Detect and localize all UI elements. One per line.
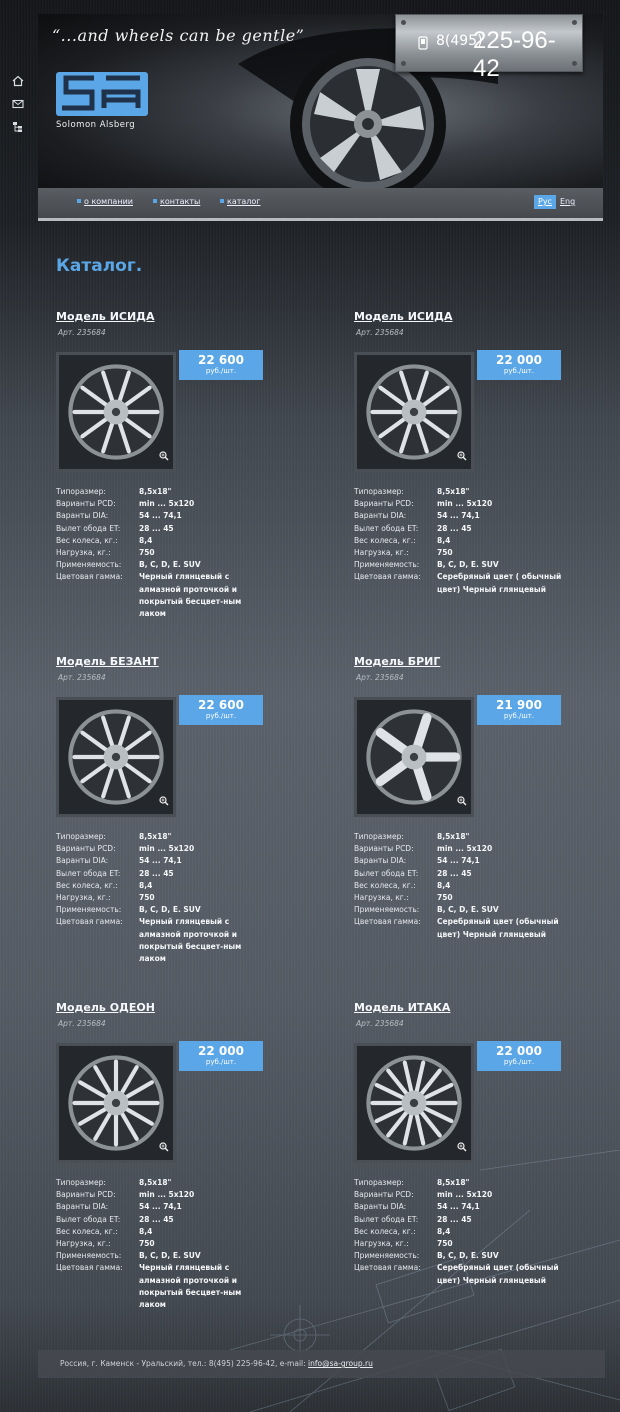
wheel-image	[59, 799, 173, 818]
spec-label: Цветовая гамма:	[354, 917, 421, 927]
spec-row-usage	[354, 1250, 614, 1262]
spec-row-et	[56, 1214, 316, 1226]
zoom-icon[interactable]	[457, 1137, 467, 1156]
spec-value: 28 ... 45	[139, 868, 174, 878]
spec-value: 28 ... 45	[437, 1214, 472, 1224]
product-article: Арт. 235684	[58, 673, 106, 682]
spec-label: Вес колеса, кг.:	[56, 880, 118, 890]
spec-row-dia	[354, 1201, 614, 1213]
spec-label: Цветовая гамма:	[354, 572, 421, 582]
product-name-link[interactable]: Модель БЕЗАНТ	[56, 655, 159, 668]
spec-row-et	[354, 868, 614, 880]
product-image[interactable]	[56, 352, 176, 472]
product-name-link[interactable]: Модель ИСИДА	[56, 310, 155, 323]
spec-label: Варанты DIA:	[354, 511, 407, 521]
spec-row-weight	[56, 880, 316, 892]
spec-value: 28 ... 45	[139, 523, 174, 533]
spec-row-et	[354, 523, 614, 535]
spec-value: B, C, D, E. SUV	[139, 905, 201, 915]
product-image[interactable]	[354, 697, 474, 817]
spec-label: Нагрузка, кг.:	[354, 1239, 409, 1249]
product-image[interactable]	[56, 697, 176, 817]
price-unit: руб./шт.	[503, 1058, 535, 1066]
product-card	[354, 655, 604, 939]
wheel-image	[357, 1145, 471, 1164]
zoom-icon[interactable]	[159, 791, 169, 810]
phone-prefix: 8(495)	[436, 33, 483, 49]
nav-item-catalog[interactable]: каталог	[227, 197, 261, 206]
spec-label: Типоразмер:	[354, 487, 404, 496]
footer	[38, 1350, 605, 1378]
spec-row-dia	[354, 855, 614, 867]
spec-row-color	[354, 916, 614, 940]
spec-row-load	[56, 892, 316, 904]
price-badge	[179, 350, 263, 380]
spec-label: Варианты PCD:	[354, 1190, 414, 1200]
spec-row-weight	[354, 880, 614, 892]
spec-table	[354, 1177, 614, 1287]
product-card	[56, 655, 306, 964]
spec-value: 54 ... 74,1	[437, 1202, 480, 1212]
spec-label: Варанты DIA:	[56, 511, 109, 521]
slogan: “...and wheels can be gentle”	[52, 26, 305, 45]
wheel-image	[357, 454, 471, 473]
spec-row-color	[56, 1262, 316, 1311]
spec-value: min ... 5x120	[437, 844, 493, 854]
spec-row-pcd	[56, 1189, 316, 1201]
spec-value: Черный глянцевый с алмазной проточкой и покрытый бесцвет-ным лаком	[139, 572, 242, 619]
price-amount: 21 900	[496, 698, 542, 712]
spec-value: 8,5x18"	[139, 832, 172, 841]
spec-row-pcd	[354, 1189, 614, 1201]
price-amount: 22 000	[496, 353, 542, 367]
spec-row-size	[354, 831, 614, 843]
wheel-image	[59, 454, 173, 473]
spec-label: Нагрузка, кг.:	[354, 548, 409, 558]
zoom-icon[interactable]	[159, 1137, 169, 1156]
spec-label: Вес колеса, кг.:	[354, 535, 416, 545]
spec-label: Цветовая гамма:	[56, 917, 123, 927]
spec-label: Нагрузка, кг.:	[56, 893, 111, 903]
spec-label: Применяемость:	[56, 560, 122, 570]
spec-value: 8,4	[437, 1226, 451, 1236]
price-unit: руб./шт.	[205, 367, 237, 375]
spec-row-color	[354, 1262, 614, 1286]
price-badge	[477, 350, 561, 380]
spec-row-size	[56, 831, 316, 843]
spec-label: Применяемость:	[56, 905, 122, 915]
spec-label: Вес колеса, кг.:	[56, 535, 118, 545]
product-card	[56, 1001, 306, 1310]
product-name-link[interactable]: Модель ИСИДА	[354, 310, 453, 323]
spec-value: min ... 5x120	[139, 844, 195, 854]
spec-row-dia	[56, 1201, 316, 1213]
spec-row-color	[56, 571, 316, 620]
spec-label: Варианты PCD:	[56, 844, 116, 854]
spec-value: 750	[437, 893, 453, 903]
spec-row-et	[56, 868, 316, 880]
spec-value: min ... 5x120	[139, 1190, 195, 1200]
spec-value: 8,5x18"	[437, 1178, 470, 1187]
main-nav	[38, 188, 603, 221]
spec-value: B, C, D, E. SUV	[139, 560, 201, 570]
spec-row-dia	[56, 510, 316, 522]
spec-value: min ... 5x120	[437, 499, 493, 509]
spec-label: Типоразмер:	[56, 487, 106, 496]
spec-value: 8,4	[139, 535, 153, 545]
footer-email-link[interactable]: info@sa-group.ru	[308, 1359, 373, 1368]
spec-label: Применяемость:	[354, 1251, 420, 1261]
spec-value: 28 ... 45	[437, 523, 472, 533]
price-amount: 22 000	[496, 1044, 542, 1058]
spec-label: Вес колеса, кг.:	[354, 880, 416, 890]
spec-value: B, C, D, E. SUV	[437, 905, 499, 915]
product-article: Арт. 235684	[356, 1019, 404, 1028]
spec-row-color	[56, 916, 316, 965]
product-name-link[interactable]: Модель БРИГ	[354, 655, 441, 668]
spec-label: Цветовая гамма:	[354, 1263, 421, 1273]
spec-row-et	[56, 523, 316, 535]
spec-label: Типоразмер:	[354, 1178, 404, 1187]
spec-value: 8,4	[437, 880, 451, 890]
product-name-link[interactable]: Модель ОДЕОН	[56, 1001, 155, 1014]
spec-label: Варанты DIA:	[56, 856, 109, 866]
spec-value: Серебряный цвет (обычный цвет) Черный глянцевый	[437, 917, 559, 939]
spec-value: 750	[139, 893, 155, 903]
spec-row-color	[354, 571, 614, 595]
spec-row-pcd	[56, 498, 316, 510]
logo-mark	[56, 72, 148, 116]
spec-row-load	[56, 1238, 316, 1250]
price-unit: руб./шт.	[503, 712, 535, 720]
spec-label: Вылет обода ET:	[56, 523, 121, 533]
wheel-image	[357, 799, 471, 818]
spec-row-usage	[354, 904, 614, 916]
spec-value: 750	[437, 1239, 453, 1249]
spec-row-weight	[354, 535, 614, 547]
spec-label: Применяемость:	[56, 1251, 122, 1261]
spec-row-usage	[56, 904, 316, 916]
price-badge	[179, 695, 263, 725]
spec-label: Вылет обода ET:	[56, 1214, 121, 1224]
spec-table	[354, 831, 614, 941]
spec-value: 28 ... 45	[139, 1214, 174, 1224]
price-unit: руб./шт.	[205, 712, 237, 720]
spec-value: Серебряный цвет ( обычный цвет) Черный глянцевый	[437, 572, 562, 594]
spec-label: Вес колеса, кг.:	[56, 1226, 118, 1236]
spec-label: Типоразмер:	[56, 1178, 106, 1187]
spec-row-size	[56, 486, 316, 498]
spec-row-pcd	[354, 843, 614, 855]
home-icon[interactable]	[12, 72, 24, 84]
spec-label: Вес колеса, кг.:	[354, 1226, 416, 1236]
spec-row-usage	[56, 1250, 316, 1262]
product-article: Арт. 235684	[356, 673, 404, 682]
lang-ru-button[interactable]: Рус	[534, 195, 556, 209]
spec-label: Нагрузка, кг.:	[56, 1239, 111, 1249]
mail-icon[interactable]	[12, 95, 24, 107]
spec-label: Цветовая гамма:	[56, 1263, 123, 1273]
spec-value: 8,5x18"	[139, 487, 172, 496]
spec-value: 8,5x18"	[139, 1178, 172, 1187]
spec-value: 8,4	[139, 1226, 153, 1236]
spec-value: min ... 5x120	[139, 499, 195, 509]
spec-label: Вылет обода ET:	[354, 1214, 419, 1224]
spec-value: B, C, D, E. SUV	[437, 1251, 499, 1261]
spec-label: Применяемость:	[354, 905, 420, 915]
price-unit: руб./шт.	[503, 367, 535, 375]
spec-value: 750	[437, 548, 453, 558]
nav-item-about[interactable]: о компании	[84, 197, 133, 206]
page-title: Каталог.	[56, 256, 143, 276]
price-badge	[477, 695, 561, 725]
product-name-link[interactable]: Модель ИТАКА	[354, 1001, 451, 1014]
spec-label: Применяемость:	[354, 560, 420, 570]
product-article: Арт. 235684	[58, 1019, 106, 1028]
spec-value: Черный глянцевый с алмазной проточкой и покрытый бесцвет-ным лаком	[139, 1263, 242, 1310]
spec-value: min ... 5x120	[437, 1190, 493, 1200]
spec-value: 750	[139, 1239, 155, 1249]
spec-row-pcd	[354, 498, 614, 510]
phone-plate	[395, 14, 583, 82]
spec-row-weight	[56, 535, 316, 547]
spec-value: 8,5x18"	[437, 487, 470, 496]
spec-table	[56, 1177, 316, 1311]
logo-text: Solomon Alsberg	[56, 120, 136, 130]
wheel-image	[59, 1145, 173, 1164]
spec-label: Варанты DIA:	[354, 1202, 407, 1212]
spec-value: 54 ... 74,1	[139, 1202, 182, 1212]
spec-value: 750	[139, 548, 155, 558]
spec-value: 28 ... 45	[437, 868, 472, 878]
spec-label: Варианты PCD:	[56, 499, 116, 509]
spec-table	[56, 831, 316, 965]
spec-table	[56, 486, 316, 620]
spec-label: Вылет обода ET:	[354, 868, 419, 878]
spec-row-usage	[354, 559, 614, 571]
spec-value: 54 ... 74,1	[437, 856, 480, 866]
price-unit: руб./шт.	[205, 1058, 237, 1066]
spec-label: Типоразмер:	[56, 832, 106, 841]
sitemap-icon[interactable]	[12, 118, 24, 130]
product-card	[56, 310, 306, 619]
spec-value: B, C, D, E. SUV	[139, 1251, 201, 1261]
spec-label: Вылет обода ET:	[354, 523, 419, 533]
spec-table	[354, 486, 614, 596]
nav-item-contacts[interactable]: контакты	[160, 197, 201, 206]
spec-label: Варианты PCD:	[56, 1190, 116, 1200]
price-amount: 22 000	[198, 1044, 244, 1058]
product-card	[354, 1001, 604, 1285]
spec-label: Нагрузка, кг.:	[354, 893, 409, 903]
logo[interactable]	[56, 72, 148, 130]
product-article: Арт. 235684	[58, 328, 106, 337]
spec-row-dia	[354, 510, 614, 522]
header-banner	[38, 14, 603, 188]
spec-row-load	[56, 547, 316, 559]
product-article: Арт. 235684	[356, 328, 404, 337]
spec-value: 8,4	[437, 535, 451, 545]
spec-value: 54 ... 74,1	[437, 511, 480, 521]
price-amount: 22 600	[198, 698, 244, 712]
spec-label: Вылет обода ET:	[56, 868, 121, 878]
footer-address: Россия, г. Каменск - Уральский, тел.: 8(495) 225-96-42, e-mail:	[60, 1359, 309, 1368]
spec-row-et	[354, 1214, 614, 1226]
spec-value: Черный глянцевый с алмазной проточкой и покрытый бесцвет-ным лаком	[139, 917, 242, 964]
spec-row-load	[354, 892, 614, 904]
zoom-icon[interactable]	[457, 446, 467, 465]
spec-row-load	[354, 1238, 614, 1250]
spec-value: 54 ... 74,1	[139, 856, 182, 866]
product-image[interactable]	[354, 1043, 474, 1163]
spec-label: Цветовая гамма:	[56, 572, 123, 582]
side-icons	[12, 72, 26, 141]
spec-row-pcd	[56, 843, 316, 855]
spec-value: 8,4	[139, 880, 153, 890]
spec-row-weight	[354, 1226, 614, 1238]
spec-value: Серебряный цвет (обычный цвет) Черный глянцевый	[437, 1263, 559, 1285]
phone-icon	[418, 35, 428, 54]
spec-value: B, C, D, E. SUV	[437, 560, 499, 570]
spec-row-usage	[56, 559, 316, 571]
spec-label: Нагрузка, кг.:	[56, 548, 111, 558]
spec-row-dia	[56, 855, 316, 867]
zoom-icon[interactable]	[457, 791, 467, 810]
spec-row-load	[354, 547, 614, 559]
phone-number: 225-96-42	[473, 27, 556, 82]
product-card	[354, 310, 604, 594]
price-badge	[179, 1041, 263, 1071]
spec-label: Типоразмер:	[354, 832, 404, 841]
spec-label: Варианты PCD:	[354, 844, 414, 854]
lang-en-button[interactable]: Eng	[560, 197, 576, 206]
spec-row-size	[354, 1177, 614, 1189]
spec-label: Варанты DIA:	[56, 1202, 109, 1212]
spec-value: 8,5x18"	[437, 832, 470, 841]
spec-row-weight	[56, 1226, 316, 1238]
price-badge	[477, 1041, 561, 1071]
spec-label: Варианты PCD:	[354, 499, 414, 509]
spec-value: 54 ... 74,1	[139, 511, 182, 521]
product-image[interactable]	[354, 352, 474, 472]
spec-label: Варанты DIA:	[354, 856, 407, 866]
spec-row-size	[354, 486, 614, 498]
price-amount: 22 600	[198, 353, 244, 367]
spec-row-size	[56, 1177, 316, 1189]
zoom-icon[interactable]	[159, 446, 169, 465]
product-image[interactable]	[56, 1043, 176, 1163]
